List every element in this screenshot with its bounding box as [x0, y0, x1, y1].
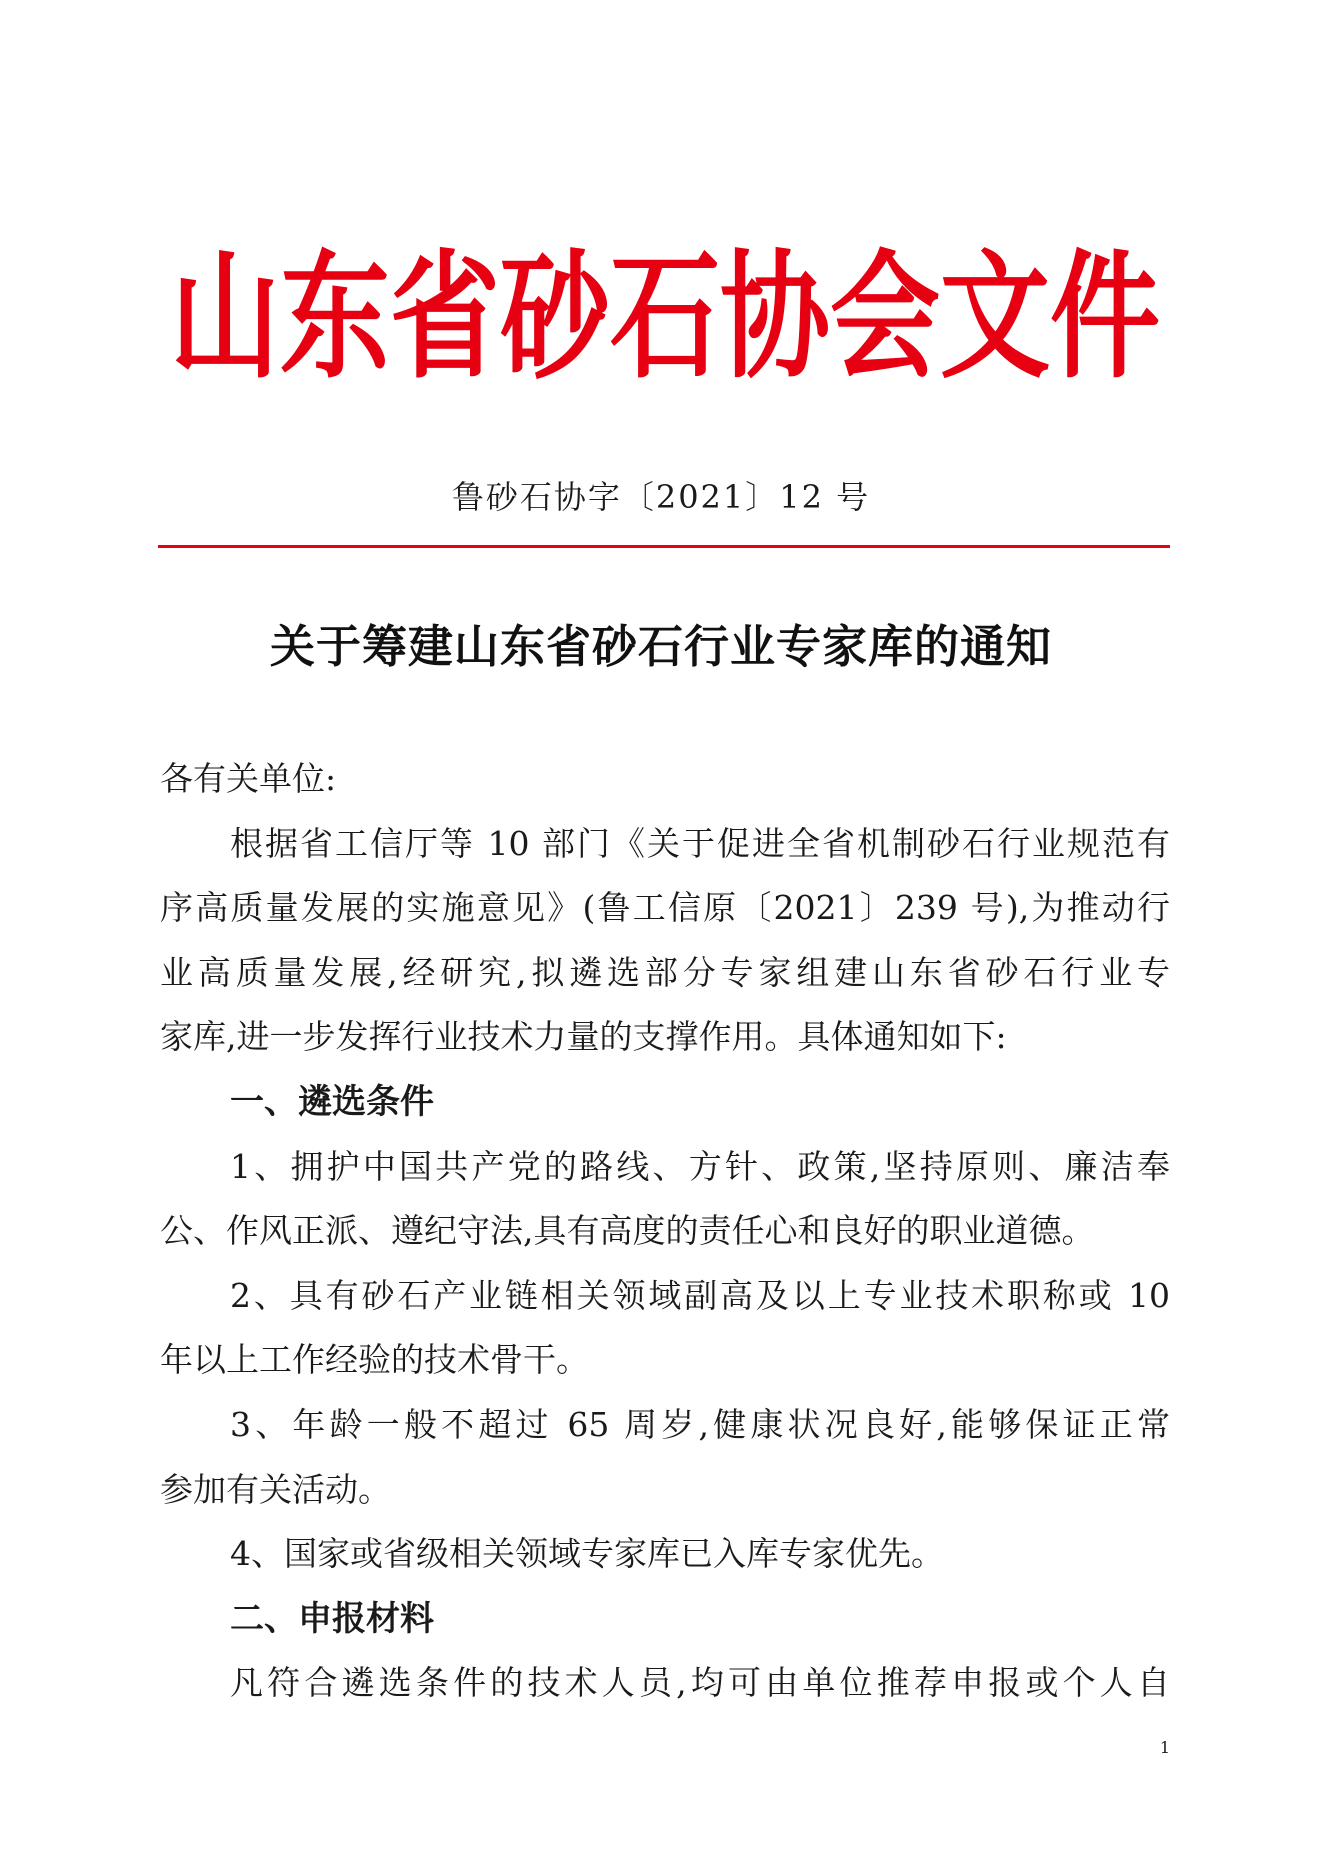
criteria-item-3-line: 参加有关活动。	[160, 1469, 391, 1509]
materials-line: 凡符合遴选条件的技术人员,均可由单位推荐申报或个人自	[230, 1663, 1170, 1703]
notice-body	[160, 747, 1170, 1716]
intro-line: 根据省工信厅等 10 部门《关于促进全省机制砂石行业规范有	[230, 823, 1170, 863]
section-heading-application-materials: 二、申报材料	[230, 1598, 434, 1639]
criteria-item-2-line: 2、具有砂石产业链相关领域副高及以上专业技术职称或 10	[230, 1275, 1170, 1315]
section-heading-selection-criteria: 一、遴选条件	[230, 1081, 434, 1122]
criteria-item-2-line: 年以上工作经验的技术骨干。	[160, 1340, 589, 1380]
criteria-item-4-line: 4、国家或省级相关领域专家库已入库专家优先。	[230, 1534, 944, 1574]
intro-line: 业高质量发展,经研究,拟遴选部分专家组建山东省砂石行业专	[160, 952, 1170, 992]
criteria-item-1-line: 1、拥护中国共产党的路线、方针、政策,坚持原则、廉洁奉	[230, 1146, 1170, 1186]
red-divider-line	[158, 545, 1170, 548]
salutation: 各有关单位:	[160, 759, 337, 798]
intro-line: 序高质量发展的实施意见》(鲁工信原〔2021〕239 号),为推动行	[160, 888, 1170, 928]
notice-title: 关于筹建山东省砂石行业专家库的通知	[269, 620, 1052, 673]
document-number: 鲁砂石协字〔2021〕12 号	[451, 478, 871, 516]
criteria-item-3-line: 3、年龄一般不超过 65 周岁,健康状况良好,能够保证正常	[230, 1404, 1170, 1444]
masthead-title: 山东省砂石协会文件	[170, 235, 1160, 397]
page-number: 1	[1159, 1738, 1171, 1757]
criteria-item-1-line: 公、作风正派、遵纪守法,具有高度的责任心和良好的职业道德。	[160, 1211, 1095, 1251]
intro-line: 家库,进一步发挥行业技术力量的支撑作用。具体通知如下:	[160, 1017, 1007, 1057]
